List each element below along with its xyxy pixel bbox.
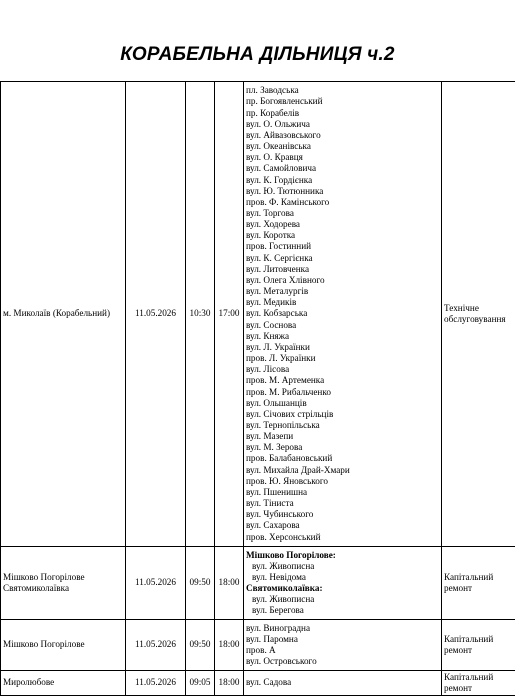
street-item: вул. Коротка <box>246 230 296 241</box>
street-item: вул. Садова <box>246 677 292 688</box>
street-item: вул. Медиків <box>246 297 297 308</box>
work-type-cell: Капітальний ремонт <box>442 671 515 696</box>
time-from-cell: 10:30 <box>186 82 215 547</box>
street-item: пров. Ю. Яновського <box>246 475 328 486</box>
street-item: вул. Живописна <box>252 594 315 605</box>
street-item: вул. Островського <box>246 656 317 667</box>
street-item: вул. Ю. Тютюнника <box>246 185 324 196</box>
date-cell: 11.05.2026 <box>126 547 186 620</box>
time-from-cell: 09:05 <box>186 671 215 696</box>
table-row <box>1 547 515 620</box>
street-item: вул. Океанівська <box>246 141 311 152</box>
street-item: вул. Сахарова <box>246 520 300 531</box>
table-row <box>1 620 515 671</box>
outage-schedule-table <box>0 81 515 696</box>
street-item: вул. Соснова <box>246 319 297 330</box>
street-item: вул. Чубинського <box>246 509 314 520</box>
street-item: вул. Живописна <box>252 560 315 571</box>
time-from-cell: 09:50 <box>186 620 215 671</box>
location-cell: Мішково Погорілове <box>1 620 126 671</box>
time-to-cell: 18:00 <box>215 547 244 620</box>
street-item: вул. К. Сергієнка <box>246 252 313 263</box>
street-item: вул. Січових стрільців <box>246 408 334 419</box>
street-item: пл. Заводська <box>246 85 299 96</box>
street-item: вул. Мазепи <box>246 431 294 442</box>
street-item: пров. А <box>246 645 276 655</box>
street-item: вул. Л. Українки <box>246 341 310 352</box>
time-from-cell: 09:50 <box>186 547 215 620</box>
date-cell: 11.05.2026 <box>126 82 186 547</box>
work-type-cell: Технічне обслуговування <box>442 82 515 547</box>
street-item: вул. Самойловича <box>246 163 317 174</box>
street-item: пров. Ф. Камінського <box>246 196 330 207</box>
street-item: вул. Торгова <box>246 208 294 219</box>
street-item: пров. Балабановський <box>246 453 333 464</box>
street-item: вул. К. Гордієнка <box>246 174 313 185</box>
time-to-cell: 18:00 <box>215 620 244 671</box>
street-item: вул. Олега Хлівного <box>246 274 325 285</box>
streets-cell <box>244 671 442 696</box>
streets-cell <box>244 82 442 547</box>
street-item: вул. Невідома <box>252 571 306 582</box>
street-item: пр. Корабелів <box>246 107 300 118</box>
date-cell: 11.05.2026 <box>126 671 186 696</box>
street-item: вул. М. Зерова <box>246 442 303 453</box>
time-to-cell: 18:00 <box>215 671 244 696</box>
street-item: вул. Пшенишна <box>246 486 308 497</box>
street-item: пров. М. Артеменка <box>246 375 325 386</box>
location-cell: Мішково Погорілове Святомиколаївка <box>1 547 126 620</box>
streets-cell <box>244 547 442 620</box>
street-item: вул. Литовченка <box>246 263 310 274</box>
street-item: вул. Ольшанців <box>246 397 307 408</box>
street-item: вул. Кобзарська <box>246 308 308 319</box>
location-cell: м. Миколаїв (Корабельний) <box>1 82 126 547</box>
street-item: пров. Л. Українки <box>246 353 316 364</box>
settlement-group-label: Мішково Погорілове: <box>246 549 336 560</box>
street-item: вул. Паромна <box>246 633 298 644</box>
street-item: вул. Михайла Драй-Хмари <box>246 464 350 475</box>
street-item: вул. Ходорева <box>246 219 301 230</box>
street-item: вул. О. Кравця <box>246 152 303 163</box>
street-item: вул. Лісова <box>246 364 290 375</box>
street-item: вул. Айвазовського <box>246 129 321 140</box>
street-item: пр. Богоявленський <box>246 96 323 107</box>
street-item: вул. Княжа <box>246 330 290 341</box>
time-to-cell: 17:00 <box>215 82 244 547</box>
streets-cell <box>244 620 442 671</box>
location-cell: Миролюбове <box>1 671 126 696</box>
street-item: вул. Берегова <box>252 605 304 616</box>
table-row <box>1 82 515 547</box>
street-item: вул. Тернопільська <box>246 419 320 430</box>
work-type-cell: Капітальний ремонт <box>442 547 515 620</box>
table-row <box>1 671 515 696</box>
street-item: вул. Тіниста <box>246 498 294 509</box>
street-item: вул. Металургів <box>246 286 309 297</box>
street-item: пров. Гостинний <box>246 241 312 252</box>
document-title: КОРАБЕЛЬНА ДІЛЬНИЦЯ ч.2 <box>120 44 395 65</box>
date-cell: 11.05.2026 <box>126 620 186 671</box>
street-item: пров. Херсонський <box>246 531 321 542</box>
settlement-group-label: Святомиколаївка: <box>246 583 323 593</box>
street-item: вул. О. Ольжича <box>246 118 310 129</box>
street-item: пров. М. Рибальченко <box>246 386 331 397</box>
street-item: вул. Виноградна <box>246 622 311 633</box>
work-type-cell: Капітальний ремонт <box>442 620 515 671</box>
